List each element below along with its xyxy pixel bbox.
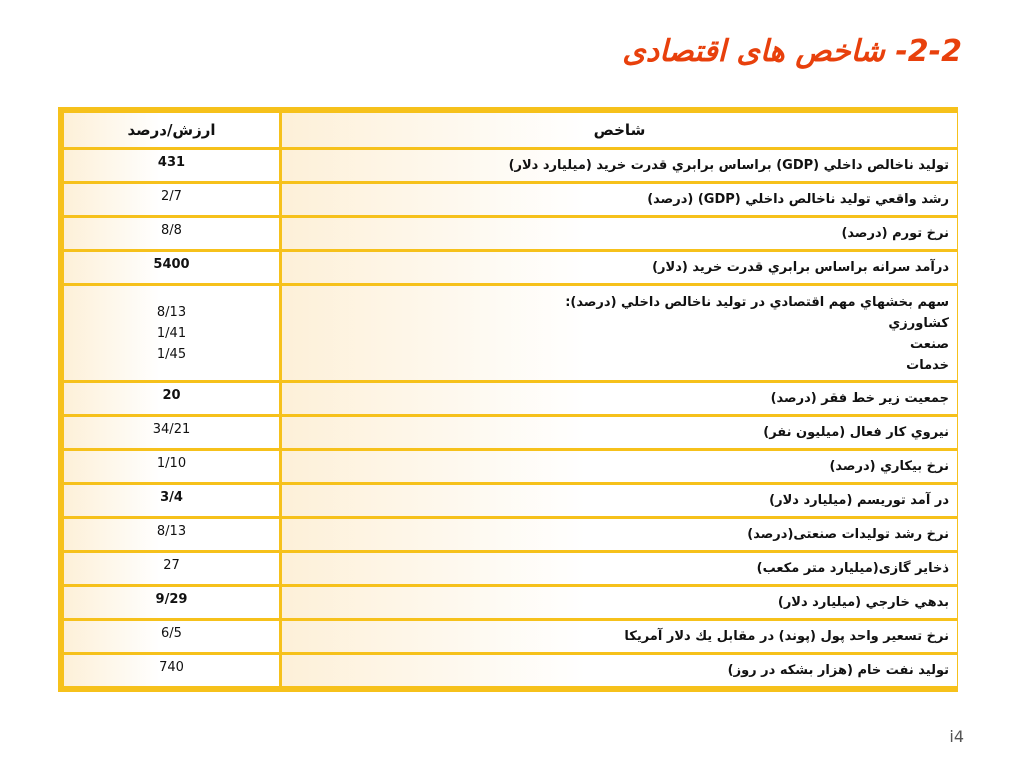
row-value: 2/7 [64, 184, 279, 215]
header-value: ارزش/درصد [64, 113, 279, 147]
row-value: 27 [64, 553, 279, 584]
row-label: جمعيت زير خط فقر (درصد) [282, 383, 957, 414]
row-label: نيروي كار فعال (ميليون نفر) [282, 417, 957, 448]
row-value: 1/10 [64, 451, 279, 482]
table-header-row [64, 113, 957, 147]
table-row [64, 451, 957, 482]
row-label: در آمد توريسم (ميليارد دلار) [282, 485, 957, 516]
table-row-sectors [64, 286, 957, 380]
sector-value-services: 1/45 [156, 346, 187, 362]
table-row [64, 587, 957, 618]
row-value: 5400 [64, 252, 279, 283]
sector-value-industry: 1/41 [156, 325, 187, 341]
row-label: توليد نفت خام (هزار بشكه در روز) [282, 655, 957, 686]
indicators-table-frame [58, 107, 958, 692]
table-row [64, 485, 957, 516]
sectors-heading: سهم بخشهاي مهم اقتصادي در توليد ناخالص داخلي (درصد): [565, 295, 949, 310]
row-value: 8/13 [64, 519, 279, 550]
sectors-values [64, 286, 279, 380]
table-row [64, 252, 957, 283]
economic-indicators-table [61, 110, 960, 689]
page-number: i4 [949, 727, 964, 746]
table-row [64, 553, 957, 584]
row-value: 3/4 [64, 485, 279, 516]
table-row [64, 383, 957, 414]
row-value: 20 [64, 383, 279, 414]
sector-industry: صنعت [910, 337, 949, 352]
table-row [64, 417, 957, 448]
slide-title: 2-2- شاخص های اقتصادی [622, 34, 962, 69]
row-label: بدهي خارجي (ميليارد دلار) [282, 587, 957, 618]
row-value: 8/8 [64, 218, 279, 249]
row-label: نرخ رشد تولیدات صنعتی(درصد) [282, 519, 957, 550]
row-value: 431 [64, 150, 279, 181]
row-label: نرخ تسعير واحد پول (پوند) در مقابل يك دلار آمريكا [282, 621, 957, 652]
table-row [64, 621, 957, 652]
table-row [64, 184, 957, 215]
sector-services: خدمات [906, 358, 949, 373]
sectors-label [282, 286, 957, 380]
row-label: رشد واقعي توليد ناخالص داخلي (GDP) (درصد) [282, 184, 957, 215]
table-row [64, 150, 957, 181]
sector-agriculture: كشاورزي [888, 316, 949, 331]
row-label: نرخ تورم (درصد) [282, 218, 957, 249]
table-row [64, 218, 957, 249]
table-row [64, 655, 957, 686]
row-value: 6/5 [64, 621, 279, 652]
row-label: درآمد سرانه براساس برابري قدرت خريد (دلار) [282, 252, 957, 283]
row-label: نرخ بيكاري (درصد) [282, 451, 957, 482]
row-value: 740 [64, 655, 279, 686]
row-label: ذخایر گازی(میلیارد متر مکعب) [282, 553, 957, 584]
row-value: 34/21 [64, 417, 279, 448]
row-value: 9/29 [64, 587, 279, 618]
header-indicator: شاخص [282, 113, 957, 147]
sector-value-agriculture: 8/13 [156, 304, 187, 320]
row-label: توليد ناخالص داخلي (GDP) براساس برابري قدرت خريد (ميليارد دلار) [282, 150, 957, 181]
table-row [64, 519, 957, 550]
